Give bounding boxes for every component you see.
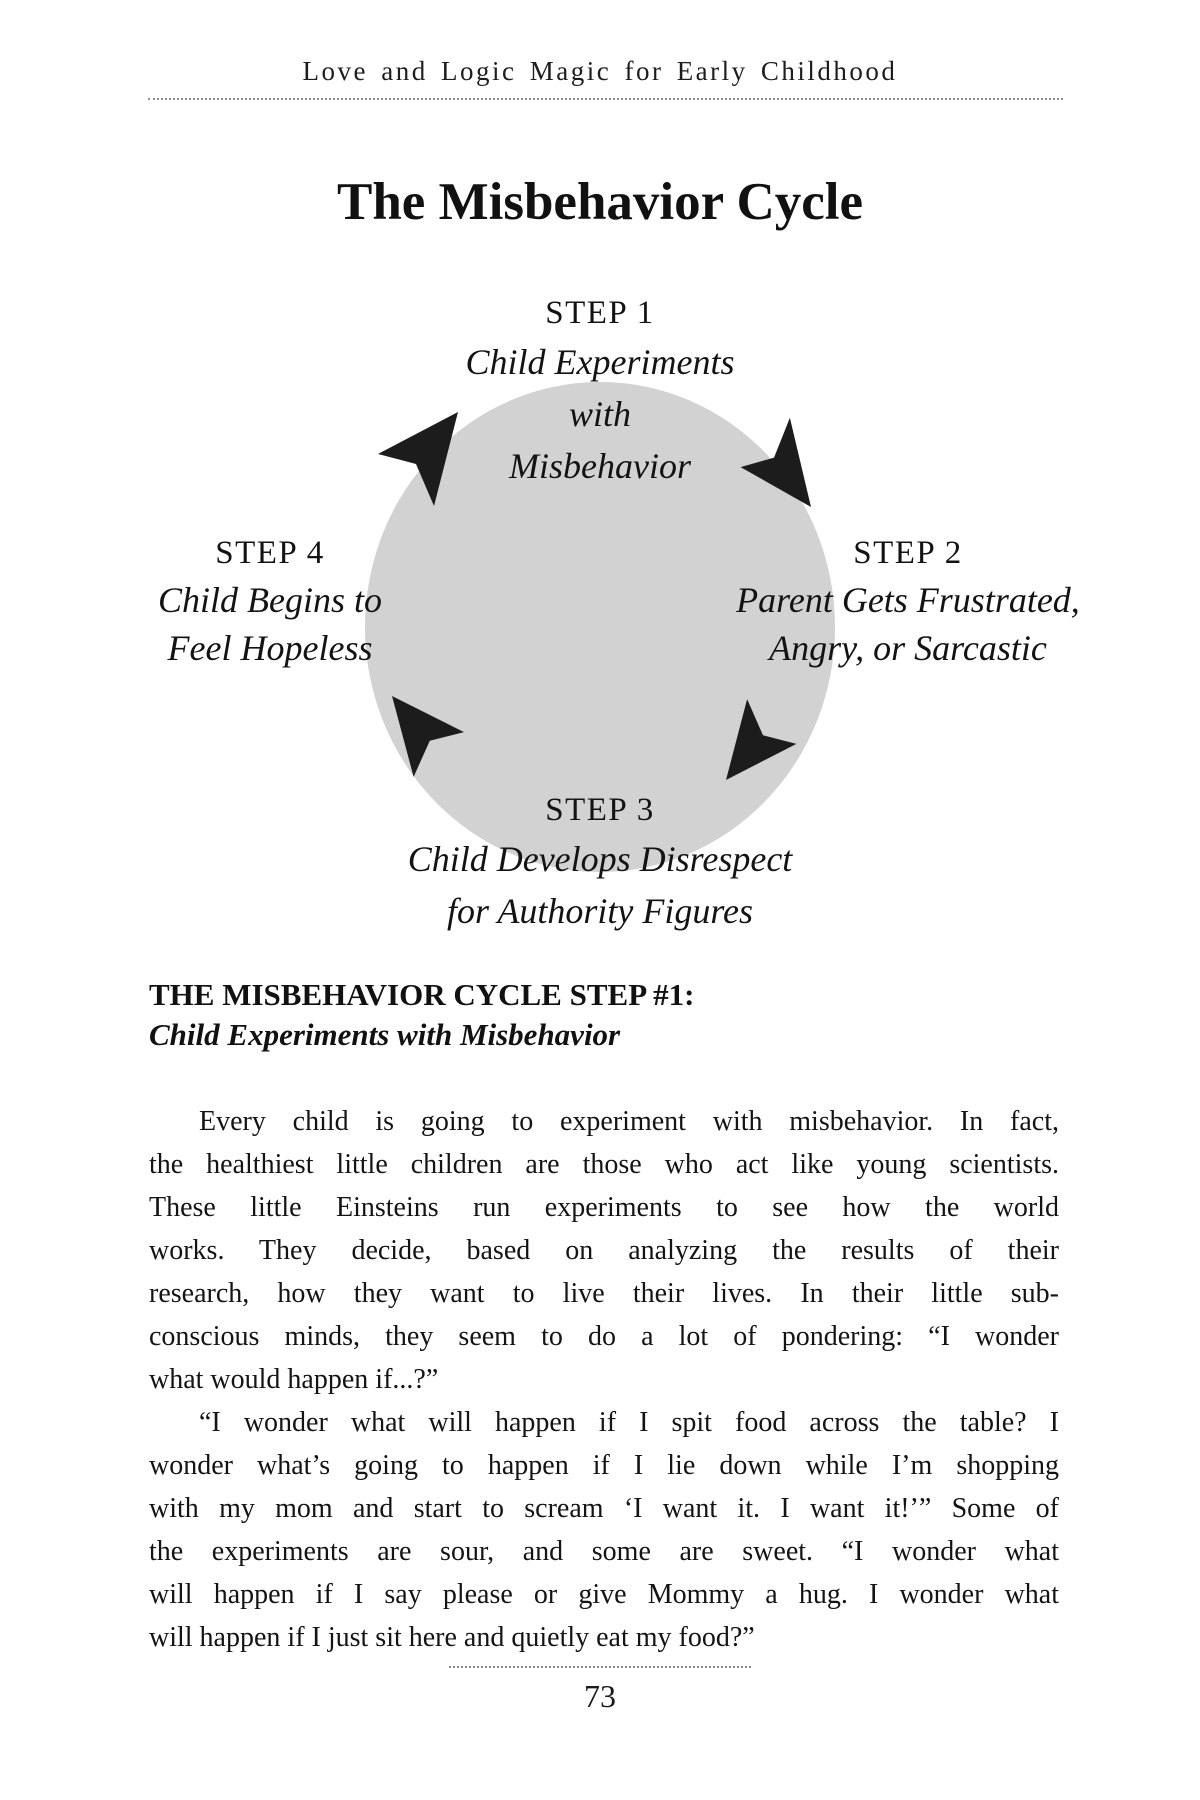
section-heading: THE MISBEHAVIOR CYCLE STEP #1: bbox=[149, 977, 695, 1012]
step-2-line: Parent Gets Frustrated, bbox=[736, 580, 1080, 620]
section-subheading: Child Experiments with Misbehavior bbox=[149, 1017, 621, 1052]
step-2-line: Angry, or Sarcastic bbox=[769, 628, 1047, 668]
paragraph-1-line: what would happen if...?” bbox=[149, 1364, 439, 1395]
step-4-line: Child Begins to bbox=[158, 580, 382, 620]
paragraph-1-line: research, how they want to live their lives. In their little sub- bbox=[149, 1278, 1059, 1309]
paragraph-2 bbox=[149, 1401, 1059, 1659]
cycle-step-1 bbox=[320, 290, 880, 492]
paragraph-1-line: works. They decide, based on analyzing the results of their bbox=[149, 1235, 1059, 1266]
step-1-line: with bbox=[568, 394, 631, 434]
paragraph-2-line: wonder what’s going to happen if I lie down while I’m shopping bbox=[149, 1450, 1059, 1481]
paragraph-1-line: These little Einsteins run experiments to see how the world bbox=[149, 1192, 1059, 1223]
cycle-arrow-bottom-left-icon bbox=[392, 696, 482, 782]
paragraph-2-line: will happen if I just sit here and quietly eat my food?” bbox=[149, 1622, 755, 1653]
page-number: 73 bbox=[584, 1678, 616, 1714]
paragraph-2-line: the experiments are sour, and some are sweet. “I wonder what bbox=[149, 1536, 1059, 1567]
step-1-line: Misbehavior bbox=[509, 446, 691, 486]
step-3-label: STEP 3 bbox=[545, 792, 655, 828]
paragraph-1 bbox=[149, 1100, 1059, 1401]
cycle-arrow-bottom-right-icon bbox=[726, 694, 814, 780]
paragraph-2-line: will happen if I say please or give Mommy a hug. I wonder what bbox=[149, 1579, 1059, 1610]
step-1-line: Child Experiments bbox=[465, 342, 735, 382]
body-text bbox=[149, 1100, 1059, 1659]
paragraph-1-line: conscious minds, they seem to do a lot of pondering: “I wonder bbox=[149, 1321, 1059, 1352]
cycle-step-4 bbox=[70, 530, 470, 672]
cycle-step-2 bbox=[708, 530, 1108, 672]
page-title: The Misbehavior Cycle bbox=[336, 173, 864, 231]
step-3-line: Child Develops Disrespect bbox=[407, 839, 793, 879]
step-1-label: STEP 1 bbox=[545, 295, 655, 331]
step-4-label: STEP 4 bbox=[215, 535, 325, 571]
paragraph-1-line: Every child is going to experiment with misbehavior. In fact, bbox=[199, 1106, 1059, 1137]
step-4-line: Feel Hopeless bbox=[167, 628, 373, 668]
paragraph-2-line: with my mom and start to scream ‘I want it. I want it!’” Some of bbox=[149, 1493, 1059, 1524]
running-head: Love and Logic Magic for Early Childhood bbox=[302, 56, 898, 86]
paragraph-2-line: “I wonder what will happen if I spit food across the table? I bbox=[199, 1407, 1059, 1438]
cycle-step-3 bbox=[320, 787, 880, 937]
paragraph-1-line: the healthiest little children are those who act like young scientists. bbox=[149, 1149, 1059, 1180]
step-3-line: for Authority Figures bbox=[447, 891, 753, 931]
footer-rule bbox=[449, 1666, 751, 1668]
step-2-label: STEP 2 bbox=[853, 535, 963, 571]
